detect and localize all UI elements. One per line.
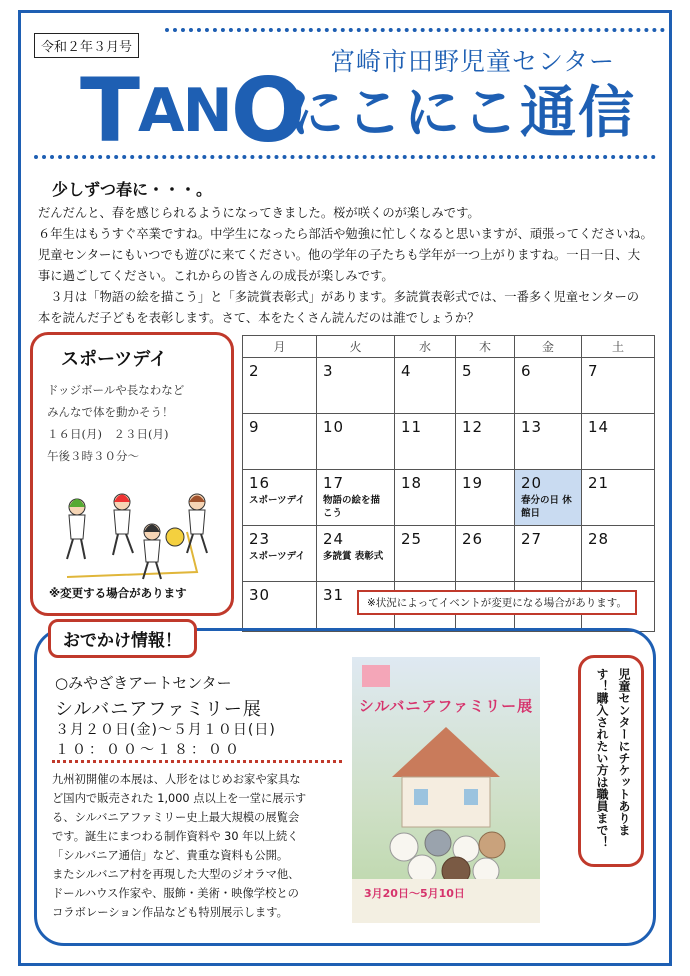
intro-line: ３月は「物語の絵を描こう」と「多読賞表彰式」があります。多読賞表彰式では、一番多く児童センターの	[38, 290, 640, 304]
calendar-day: 26	[456, 526, 515, 582]
ball-icon	[166, 528, 184, 546]
calendar-event: スポーツデイ	[249, 551, 305, 562]
calendar-day: 30	[243, 582, 317, 632]
calendar-day: 24 多読賞 表彰式	[317, 526, 395, 582]
calendar-day: 31	[317, 582, 395, 632]
intro-line: 事に過ごしてください。これからの皆さんの成長が楽しみです。	[38, 269, 394, 283]
intro-line: 児童センターにもいつでも遊びに来てください。他の学年の子たちも学年が一つ上がりますね。一日一日、大	[38, 248, 641, 262]
sports-day-text: ドッジボールや長なわなど みんなで体を動かそう！ １６日(月) ２３日(月) 午後３時３０分～	[47, 383, 185, 463]
issue-date: 令和２年３月号	[34, 33, 139, 58]
intro-line: ６年生はもうすぐ卒業ですね。中学生になったら部活や勉強に忙しくなると思いますが、頑張ってくださいね。	[38, 227, 653, 241]
newsletter-title: にこにこ通信	[288, 81, 636, 146]
weekday-header: 火	[317, 336, 395, 358]
calendar-day: 21	[582, 470, 655, 526]
sports-day-note: ※変更する場合があります	[49, 586, 187, 600]
calendar-day: 13	[515, 414, 582, 470]
calendar-day: 4	[395, 358, 456, 414]
calendar-day: 17 物語の絵を描こう	[317, 470, 395, 526]
venue-name: ○みやざきアートセンター	[55, 674, 232, 692]
calendar-week	[243, 358, 655, 414]
calendar-day-holiday: 20 春分の日 休館日	[515, 470, 582, 526]
child-figure-1	[67, 499, 85, 559]
calendar-day: 5	[456, 358, 515, 414]
calendar-day: 10	[317, 414, 395, 470]
calendar-event: スポーツデイ	[249, 495, 305, 506]
child-figure-3	[143, 524, 161, 579]
child-figure-2	[113, 494, 133, 555]
weekday-header: 月	[243, 336, 317, 358]
dotted-divider-red	[52, 760, 342, 763]
dotted-divider-mid	[34, 155, 656, 159]
sports-day-box	[30, 332, 234, 616]
calendar-week	[243, 470, 655, 526]
intro-line: だんだんと、春を感じられるようになってきました。桜が咲くのが楽しみです。	[38, 206, 480, 220]
kids-playing-illustration	[47, 477, 217, 587]
weekday-header: 土	[582, 336, 655, 358]
ticket-notice	[578, 655, 644, 867]
march-calendar	[242, 335, 655, 632]
poster-logo-icon	[362, 665, 390, 687]
calendar-week	[243, 526, 655, 582]
calendar-day: 28	[582, 526, 655, 582]
calendar-day: 7	[582, 358, 655, 414]
poster-figure	[390, 833, 418, 861]
calendar-event: 春分の日 休館日	[521, 495, 572, 519]
intro-title: 少しずつ春に・・・。	[52, 180, 213, 199]
calendar-day: 16 スポーツデイ	[243, 470, 317, 526]
exhibit-description: 九州初開催の本展は、人形をはじめお家や家具な ど国内で販売された 1,000 点以上を一堂に展示す る、シルバニアファミリー史上最大規模の展覧会 です。誕生にまつわる制作資料や 30 年以上続く 「シルバニア通信」など、貴重な資料も公開。 またシルバニア村を再現した大型のジオラマ他、 ドールハウス作家や、服飾・美術・映像学校との コラボレーション作品なども特別展示します。	[52, 773, 307, 919]
calendar-day: 25	[395, 526, 456, 582]
organization-name: 宮崎市田野児童センター	[330, 47, 616, 76]
calendar-event: 多読賞 表彰式	[323, 551, 384, 562]
exhibit-hours: １０：００～１８：００	[55, 742, 242, 758]
poster-house-roof	[392, 727, 500, 777]
calendar-note: ※状況によってイベントが変更になる場合があります。	[357, 590, 637, 615]
exhibit-period: ３月２０日(金)～５月１０日(日)	[55, 722, 276, 738]
child-figure-4	[187, 494, 207, 553]
intro-line: 本を読んだ子どもを表彰します。さて、本をたくさん読んだのは誰でしょうか？	[38, 311, 480, 325]
weekday-header: 金	[515, 336, 582, 358]
calendar-header-row	[243, 336, 655, 358]
calendar-day: 3	[317, 358, 395, 414]
poster-title: シルバニアファミリー展	[358, 697, 534, 715]
outing-info-label: おでかけ情報！	[48, 619, 197, 658]
calendar-day: 18	[395, 470, 456, 526]
weekday-header: 水	[395, 336, 456, 358]
calendar-day: 19	[456, 470, 515, 526]
calendar-day: 2	[243, 358, 317, 414]
sports-day-title: スポーツデイ	[61, 349, 168, 370]
weekday-header: 木	[456, 336, 515, 358]
dotted-divider-top	[165, 28, 665, 32]
exhibit-poster	[352, 657, 540, 923]
calendar-week	[243, 414, 655, 470]
calendar-day: 23 スポーツデイ	[243, 526, 317, 582]
calendar-event: 物語の絵を描こう	[323, 495, 381, 519]
calendar-day: 6	[515, 358, 582, 414]
calendar-day: 9	[243, 414, 317, 470]
calendar-day: 27	[515, 526, 582, 582]
ticket-notice-text: 児童センターにチケットあります！購入されたい方は職員まで！	[595, 668, 631, 848]
poster-date: 3月20日～5月10日	[364, 887, 465, 900]
calendar-day: 12	[456, 414, 515, 470]
intro-text	[38, 203, 658, 329]
exhibit-name: シルバニアファミリー展	[55, 699, 262, 720]
logo-tano: TANO	[80, 59, 304, 162]
calendar-day: 11	[395, 414, 456, 470]
calendar-day: 14	[582, 414, 655, 470]
